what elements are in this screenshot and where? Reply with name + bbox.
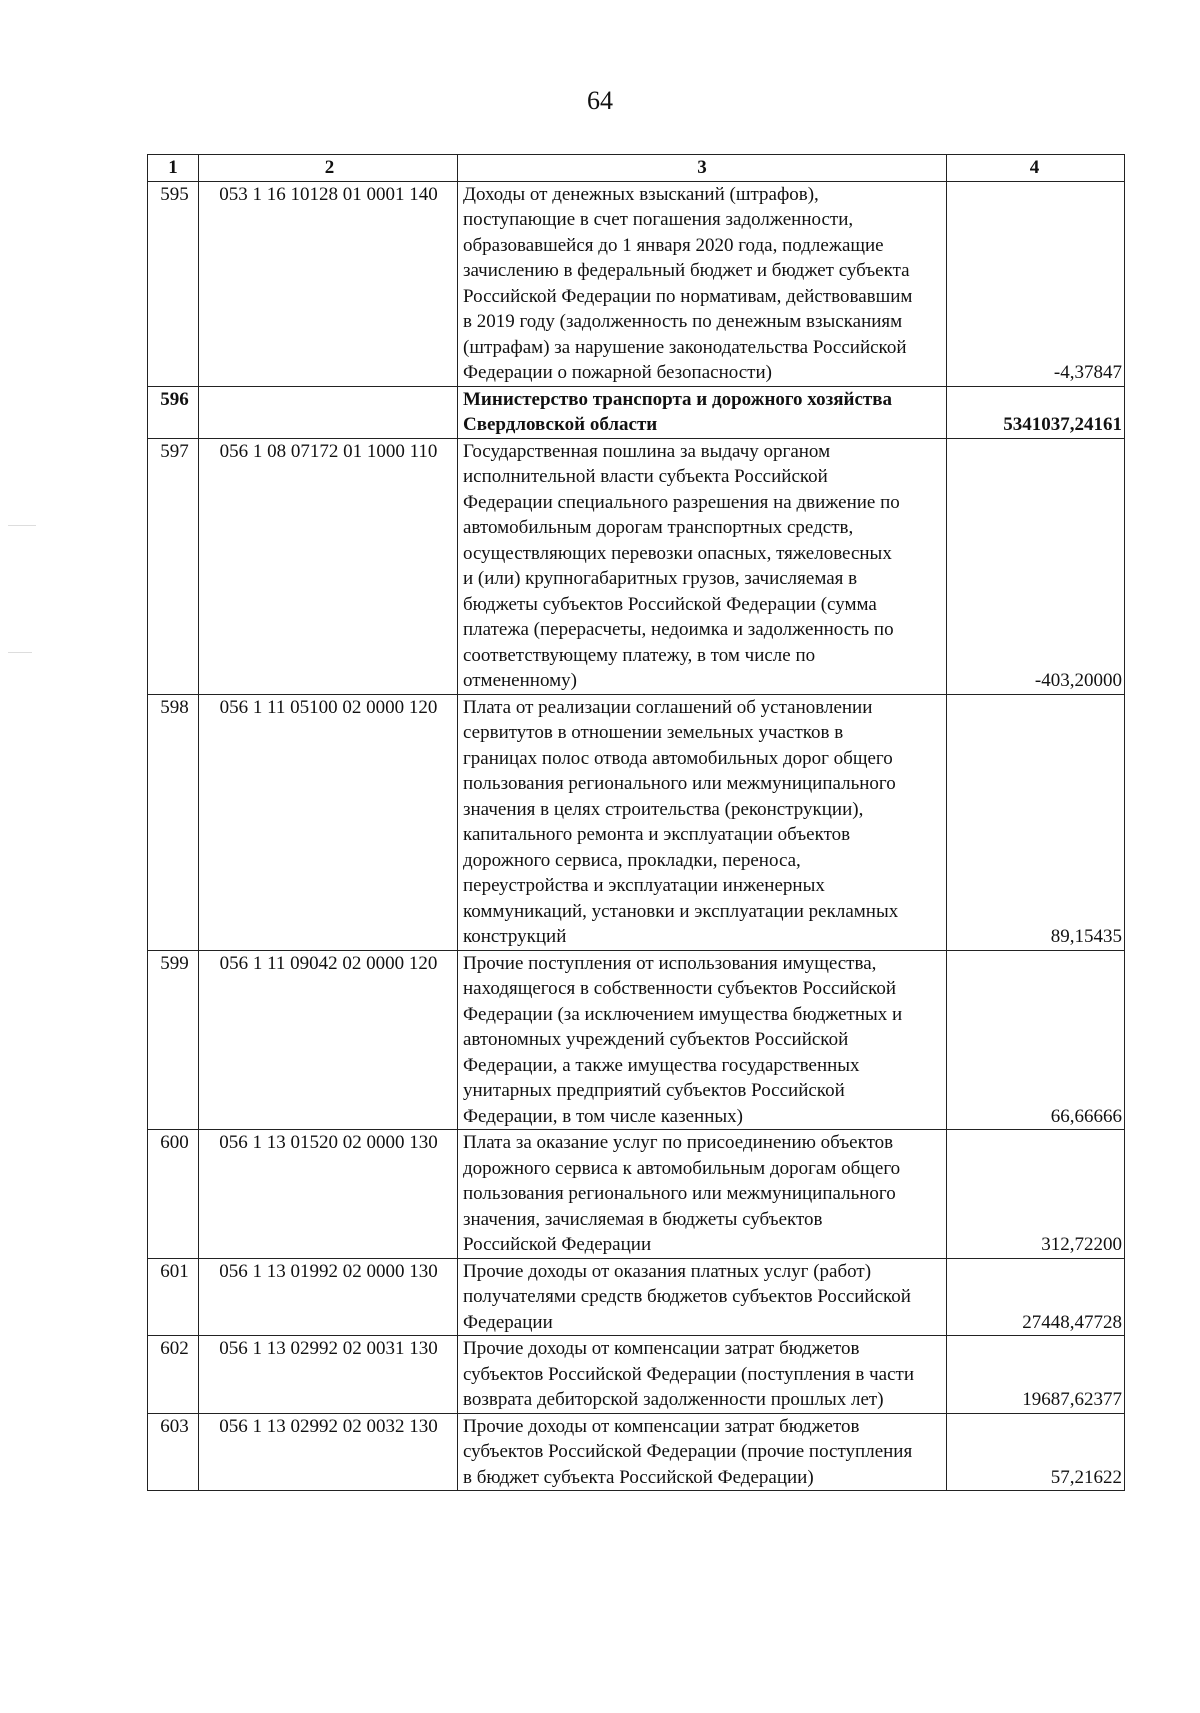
revenue-description — [458, 950, 947, 1130]
amount-value: 27448,47728 — [947, 1258, 1125, 1336]
revenue-table — [147, 154, 1125, 1491]
description-line: границах полос отвода автомобильных дорог общего — [463, 747, 893, 769]
description-line: Доходы от денежных взысканий (штрафов), — [463, 183, 819, 205]
budget-classification-code: 056 1 11 05100 02 0000 120 — [199, 694, 458, 950]
description-line: субъектов Российской Федерации (поступления в части — [463, 1363, 914, 1385]
description-line: Свердловской области — [463, 414, 658, 435]
amount-value: -403,20000 — [947, 438, 1125, 694]
revenue-description — [458, 1413, 947, 1491]
description-line: Прочие доходы от компенсации затрат бюджетов — [463, 1415, 860, 1437]
description-line: капитального ремонта и эксплуатации объектов — [463, 824, 851, 845]
description-line: Российской Федерации — [463, 1234, 652, 1255]
budget-classification-code: 053 1 16 10128 01 0001 140 — [199, 181, 458, 386]
revenue-description — [458, 694, 947, 950]
table-row — [148, 694, 1125, 950]
description-line: Министерство транспорта и дорожного хозяйства — [463, 388, 892, 410]
revenue-description — [458, 1336, 947, 1414]
table-row — [148, 1336, 1125, 1414]
row-number: 600 — [148, 1130, 199, 1259]
description-line: автомобильным дорогам транспортных средств, — [463, 517, 854, 538]
amount-value: 57,21622 — [947, 1413, 1125, 1491]
description-line: получателями средств бюджетов субъектов Российской — [463, 1286, 911, 1307]
column-header-code: 2 — [199, 155, 458, 182]
description-line: в бюджет субъекта Российской Федерации) — [463, 1466, 814, 1488]
table-row — [148, 386, 1125, 438]
row-number: 596 — [148, 386, 199, 438]
page-number: 64 — [587, 86, 613, 115]
description-line: дорожного сервиса к автомобильным дорогам общего — [463, 1157, 901, 1179]
description-line: Плата за оказание услуг по присоединению объектов — [463, 1132, 894, 1153]
table-row — [148, 950, 1125, 1130]
column-header-number: 1 — [148, 155, 199, 182]
amount-value: -4,37847 — [947, 181, 1125, 386]
description-line: Плата от реализации соглашений об установлении — [463, 696, 873, 718]
budget-classification-code — [199, 386, 458, 438]
description-line: пользования регионального или межмуниципального — [463, 773, 896, 794]
description-line: унитарных предприятий субъектов Российской — [463, 1080, 845, 1101]
description-line: Российской Федерации по нормативам, действовавшим — [463, 285, 913, 307]
description-line: исполнительной власти субъекта Российской — [463, 466, 828, 487]
amount-value: 312,72200 — [947, 1130, 1125, 1259]
description-line: конструкций — [463, 926, 567, 947]
row-number: 601 — [148, 1258, 199, 1336]
description-line: образовавшейся до 1 января 2020 года, подлежащие — [463, 234, 884, 256]
description-line: Государственная пошлина за выдачу органом — [463, 440, 831, 462]
revenue-description — [458, 1130, 947, 1259]
column-header-description: 3 — [458, 155, 947, 182]
table-row — [148, 1130, 1125, 1259]
table-body — [148, 181, 1125, 1491]
description-line: значения в целях строительства (реконструкции), — [463, 798, 864, 820]
description-line: бюджеты субъектов Российской Федерации (сумма — [463, 593, 877, 615]
scan-artifact — [8, 652, 32, 653]
description-line: сервитутов в отношении земельных участков в — [463, 722, 844, 743]
budget-classification-code: 056 1 13 02992 02 0032 130 — [199, 1413, 458, 1491]
row-number: 599 — [148, 950, 199, 1130]
row-number: 597 — [148, 438, 199, 694]
revenue-description — [458, 1258, 947, 1336]
description-line: возврата дебиторской задолженности прошлых лет) — [463, 1389, 884, 1410]
amount-value: 5341037,24161 — [947, 386, 1125, 438]
revenue-description — [458, 181, 947, 386]
description-line: отмененному) — [463, 670, 577, 691]
description-line: Прочие поступления от использования имущества, — [463, 952, 877, 974]
description-line: зачислению в федеральный бюджет и бюджет субъекта — [463, 260, 910, 281]
table-row — [148, 1258, 1125, 1336]
scan-artifact — [8, 525, 36, 526]
description-line: соответствующему платежу, в том числе по — [463, 644, 816, 666]
description-line: Федерации — [463, 1311, 553, 1333]
row-number: 595 — [148, 181, 199, 386]
table-row — [148, 181, 1125, 386]
description-line: (штрафам) за нарушение законодательства Российской — [463, 336, 907, 358]
description-line: пользования регионального или межмуниципального — [463, 1183, 896, 1204]
description-line: Федерации о пожарной безопасности) — [463, 362, 772, 383]
description-line: автономных учреждений субъектов Российской — [463, 1029, 849, 1050]
description-line: Федерации (за исключением имущества бюджетных и — [463, 1003, 903, 1025]
description-line: дорожного сервиса, прокладки, переноса, — [463, 849, 801, 871]
budget-classification-code: 056 1 13 01992 02 0000 130 — [199, 1258, 458, 1336]
description-line: Прочие доходы от оказания платных услуг (работ) — [463, 1260, 872, 1282]
table-row — [148, 1413, 1125, 1491]
amount-value: 66,66666 — [947, 950, 1125, 1130]
description-line: переустройства и эксплуатации инженерных — [463, 875, 825, 896]
column-header-amount: 4 — [947, 155, 1125, 182]
budget-classification-code: 056 1 13 01520 02 0000 130 — [199, 1130, 458, 1259]
description-line: коммуникаций, установки и эксплуатации рекламных — [463, 900, 899, 922]
description-line: Федерации, в том числе казенных) — [463, 1105, 743, 1127]
table-row — [148, 438, 1125, 694]
description-line: субъектов Российской Федерации (прочие поступления — [463, 1441, 913, 1462]
description-line: Прочие доходы от компенсации затрат бюджетов — [463, 1338, 860, 1359]
revenue-description — [458, 438, 947, 694]
budget-classification-code: 056 1 13 02992 02 0031 130 — [199, 1336, 458, 1414]
amount-value: 89,15435 — [947, 694, 1125, 950]
description-line: поступающие в счет погашения задолженности, — [463, 209, 854, 230]
row-number: 598 — [148, 694, 199, 950]
row-number: 603 — [148, 1413, 199, 1491]
description-line: находящегося в собственности субъектов Российской — [463, 978, 897, 999]
description-line: Федерации, а также имущества государственных — [463, 1054, 860, 1076]
revenue-description — [458, 386, 947, 438]
description-line: значения, зачисляемая в бюджеты субъектов — [463, 1208, 823, 1230]
description-line: платежа (перерасчеты, недоимка и задолженность по — [463, 619, 894, 640]
budget-classification-code: 056 1 11 09042 02 0000 120 — [199, 950, 458, 1130]
amount-value: 19687,62377 — [947, 1336, 1125, 1414]
description-line: осуществляющих перевозки опасных, тяжеловесных — [463, 542, 892, 564]
description-line: Федерации специального разрешения на движение по — [463, 491, 900, 513]
row-number: 602 — [148, 1336, 199, 1414]
table-header-row — [148, 155, 1125, 182]
budget-classification-code: 056 1 08 07172 01 1000 110 — [199, 438, 458, 694]
description-line: в 2019 году (задолженность по денежным взысканиям — [463, 311, 903, 332]
description-line: и (или) крупногабаритных грузов, зачисляемая в — [463, 568, 858, 589]
